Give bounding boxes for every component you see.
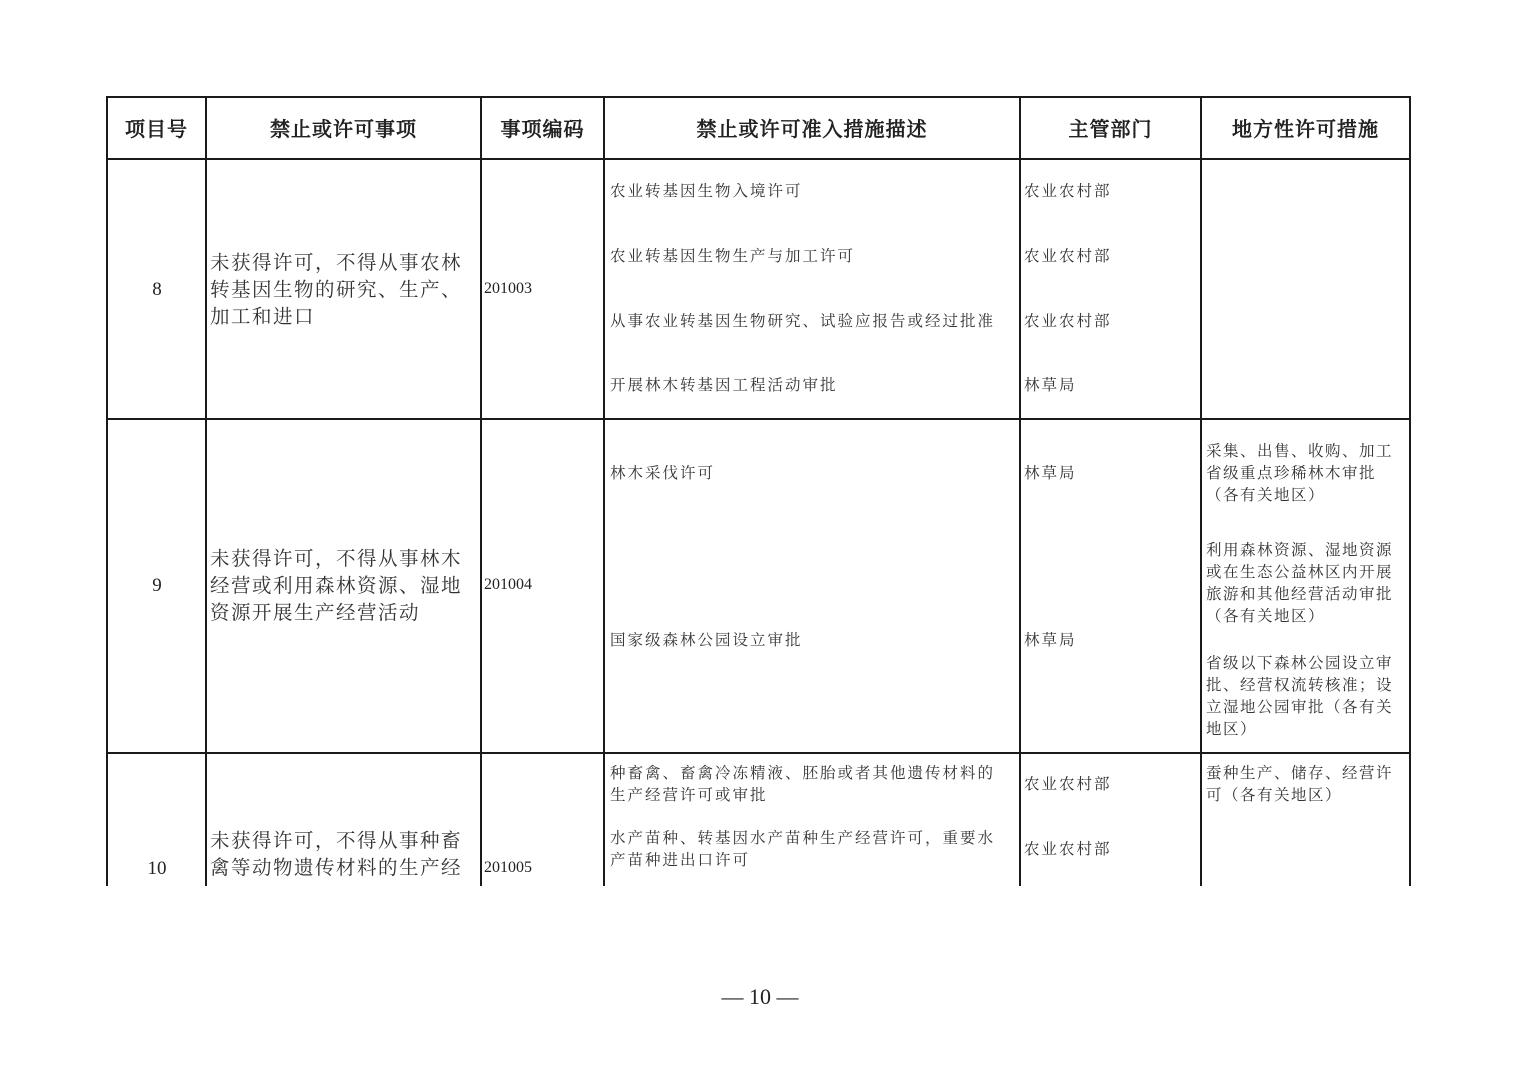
measure-description: 从事农业转基因生物研究、试验应报告或经过批准 bbox=[610, 312, 996, 330]
measure-description: 农业转基因生物生产与加工许可 bbox=[610, 247, 856, 265]
regulation-table bbox=[106, 96, 1411, 886]
header-item-number: 项目号 bbox=[125, 116, 188, 141]
measure-description: 开展林木转基因工程活动审批 bbox=[610, 376, 838, 394]
local-measure: 蚕种生产、储存、经营许可（各有关地区） bbox=[1206, 764, 1394, 804]
header-code: 事项编码 bbox=[500, 116, 585, 141]
measure-department: 农业农村部 bbox=[1024, 840, 1112, 858]
measure-description: 林木采伐许可 bbox=[610, 464, 716, 482]
header-department: 主管部门 bbox=[1068, 116, 1153, 141]
measure-department: 林草局 bbox=[1024, 631, 1077, 649]
row-divider bbox=[106, 418, 1411, 420]
header-divider bbox=[106, 158, 1411, 160]
row-code: 201003 bbox=[484, 280, 532, 297]
header-item: 禁止或许可事项 bbox=[270, 116, 417, 141]
column-divider bbox=[480, 96, 482, 886]
table-border-left bbox=[106, 96, 108, 886]
table-border-right bbox=[1409, 96, 1411, 886]
row-number: 9 bbox=[152, 575, 162, 596]
column-divider bbox=[1200, 96, 1202, 886]
measure-department: 农业农村部 bbox=[1024, 312, 1112, 330]
row-code: 201005 bbox=[484, 859, 532, 876]
measure-description: 种畜禽、畜禽冷冻精液、胚胎或者其他遗传材料的生产经营许可或审批 bbox=[610, 764, 996, 804]
column-divider bbox=[603, 96, 605, 886]
header-local-measures: 地方性许可措施 bbox=[1232, 116, 1379, 141]
measure-department: 农业农村部 bbox=[1024, 775, 1112, 793]
row-number: 8 bbox=[152, 279, 162, 300]
column-divider bbox=[1019, 96, 1021, 886]
row-divider bbox=[106, 752, 1411, 754]
local-measure: 采集、出售、收购、加工省级重点珍稀林木审批（各有关地区） bbox=[1206, 442, 1394, 504]
measure-description: 水产苗种、转基因水产苗种生产经营许可，重要水产苗种进出口许可 bbox=[610, 829, 996, 869]
row-number: 10 bbox=[147, 858, 167, 879]
row-item-text: 未获得许可，不得从事农林转基因生物的研究、生产、加工和进口 bbox=[210, 251, 463, 328]
row-code: 201004 bbox=[484, 576, 532, 593]
measure-description: 国家级森林公园设立审批 bbox=[610, 631, 803, 649]
measure-department: 林草局 bbox=[1024, 376, 1077, 394]
local-measure: 利用森林资源、湿地资源或在生态公益林区内开展旅游和其他经营活动审批（各有关地区） bbox=[1206, 541, 1394, 625]
page-number: — 10 — bbox=[721, 984, 799, 1009]
row-item-text: 未获得许可，不得从事种畜禽等动物遗传材料的生产经 bbox=[210, 829, 463, 879]
local-measure: 省级以下森林公园设立审批、经营权流转核准；设立湿地公园审批（各有关地区） bbox=[1206, 654, 1394, 738]
measure-department: 林草局 bbox=[1024, 464, 1077, 482]
row-item-text: 未获得许可，不得从事林木经营或利用森林资源、湿地资源开展生产经营活动 bbox=[210, 547, 463, 624]
header-description: 禁止或许可准入措施描述 bbox=[696, 116, 928, 141]
column-divider bbox=[205, 96, 207, 886]
measure-department: 农业农村部 bbox=[1024, 182, 1112, 200]
measure-description: 农业转基因生物入境许可 bbox=[610, 182, 803, 200]
measure-department: 农业农村部 bbox=[1024, 247, 1112, 265]
